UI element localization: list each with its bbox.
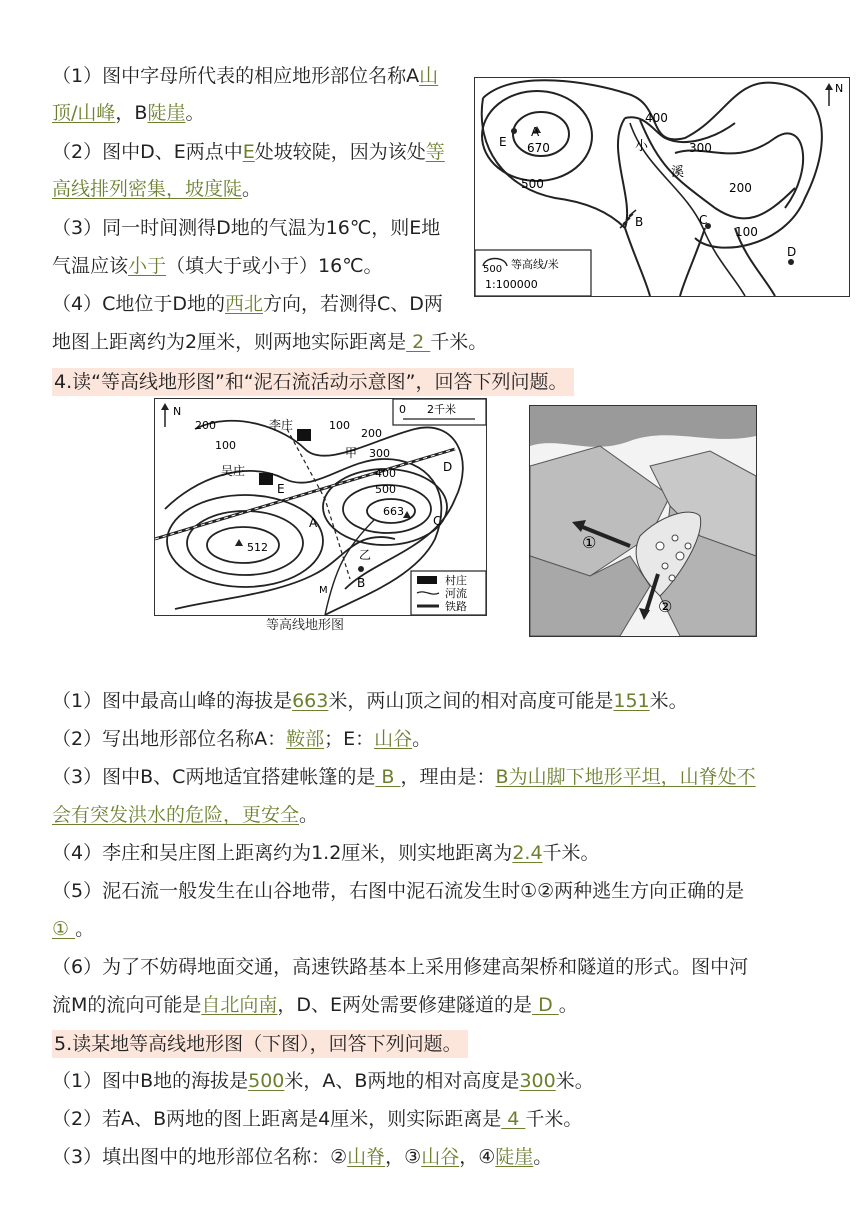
q4-line-3: （3）图中B、C两地适宜搭建帐篷的是 B ，理由是：B为山脚下地形平坦，山脊处不 [52,766,756,788]
answer: 山 [419,65,439,87]
map1-label-C: C [699,213,708,227]
map2-label-400: 400 [375,467,396,480]
village-wuzhuang: 吴庄 [221,464,246,478]
map2-label-D: D [443,460,453,474]
debris-flow-illustration [529,405,757,637]
answer: 会有突发洪水的危险，更安全 [52,804,300,826]
answer: 山谷 [374,728,413,750]
map1-label-xi: 溪 [671,165,685,180]
map1-label-D: D [787,245,797,259]
answer: 2.4 [512,842,543,864]
legend-num: 500 [483,264,503,275]
map1-label-A: A [531,125,540,139]
map2-label-500: 500 [375,483,396,496]
q4-line-1: （1）图中最高山峰的海拔是663米，两山顶之间的相对高度可能是151米。 [52,690,688,712]
q3-line-1: （1）图中字母所代表的相应地形部位名称A山 [52,65,439,87]
map1-label-200: 200 [729,181,752,195]
legend-village: 村庄 [445,574,467,587]
map-scale: 1:100000 [485,278,538,291]
map2-label-200: 200 [195,419,216,432]
answer: 西北 [225,293,264,315]
map2-label-A: A [309,516,318,530]
legend-river: 河流 [445,587,467,600]
map2-label-yi: 乙 [359,548,372,562]
map2-label-C: C [433,514,442,528]
answer: 等 [425,141,445,163]
map1-label-400: 400 [645,111,668,125]
arrow-2-label: ② [658,597,673,616]
q3-line-2: 顶/山峰，B陡崖。 [52,102,205,124]
q3-line-8: 地图上距离约为2厘米，则两地实际距离是 2 千米。 [52,331,488,353]
q4-line-2: （2）写出地形部位名称A：鞍部；E：山谷。 [52,728,432,750]
contour-map-2 [154,398,487,616]
q4-line-5: （4）李庄和吴庄图上距离约为1.2厘米，则实地距离为2.4千米。 [52,842,600,864]
answer: B [375,766,401,788]
answer: D [532,994,559,1016]
north-label: N [835,82,844,95]
map2-label-E: E [277,482,285,496]
map1-label-B: B [635,215,644,229]
north-label: N [173,405,182,418]
scale-zero: 0 [399,403,406,416]
map2-label-M: M [319,585,328,596]
map2-label-100b: 100 [329,419,350,432]
answer: 663 [292,690,329,712]
q4-line-6: （5）泥石流一般发生在山谷地带，右图中泥石流发生时①②两种逃生方向正确的是 [52,880,745,902]
contour-map-1 [474,77,850,297]
answer: 4 [501,1108,526,1130]
map2-label-100: 100 [215,439,236,452]
map1-label-E: E [499,135,507,149]
q5-line-2: （2）若A、B两地的图上距离是4厘米，则实际距离是 4 千米。 [52,1108,583,1130]
q5-line-1: （1）图中B地的海拔是500米，A、B两地的相对高度是300米。 [52,1070,594,1092]
answer: 500 [248,1070,285,1092]
q4-line-9: 流M的流向可能是自北向南，D、E两处需要修建隧道的是 D 。 [52,994,578,1016]
legend-text: 等高线/米 [511,258,559,271]
map1-label-300: 300 [689,141,712,155]
q3-line-3: （2）图中D、E两点中E处坡较陡，因为该处等 [52,141,445,163]
map1-label-100: 100 [735,225,758,239]
answer: 顶/山峰 [52,102,116,124]
village-lizhuang: 李庄 [269,418,294,432]
arrow-1-label: ① [582,533,597,552]
map1-label-500: 500 [521,177,544,191]
answer: 自北向南 [201,994,278,1016]
q4-line-4: 会有突发洪水的危险，更安全。 [52,804,319,826]
answer: 陡崖 [147,102,186,124]
map2-caption: 等高线地形图 [266,618,345,633]
q4-title: 4.读“等高线地形图”和“泥石流活动示意图”，回答下列问题。 [52,368,574,396]
map1-label-xiao: 小 [635,139,649,154]
q5-title: 5.读某地等高线地形图（下图），回答下列问题。 [52,1030,468,1058]
q4-line-7: ① 。 [52,918,95,940]
q3-line-7: （4）C地位于D地的西北方向，若测得C、D两 [52,293,443,315]
answer: 2 [406,331,431,353]
map2-label-B: B [357,576,366,590]
scale-label: 2千米 [427,403,456,416]
answer: 山谷 [421,1146,460,1168]
map2-label-200b: 200 [361,427,382,440]
answer: 151 [613,690,650,712]
q3-line-4: 高线排列密集，坡度陡。 [52,178,262,200]
legend-railway: 铁路 [445,600,467,613]
answer: 小于 [128,255,167,277]
map2-label-jia: 甲 [345,446,358,460]
answer: E [242,141,255,163]
q3-line-6: 气温应该小于（填大于或小于）16℃。 [52,255,383,277]
answer: 陡崖 [495,1146,534,1168]
answer: 山脊 [347,1146,386,1168]
answer: B为山脚下地形平坦，山脊处不 [495,766,756,788]
q3-line-5: （3）同一时间测得D地的气温为16℃，则E地 [52,217,441,239]
map1-label-670: 670 [527,141,550,155]
map2-label-663: 663 [383,505,404,518]
q5-line-3: （3）填出图中的地形部位名称：②山脊，③山谷，④陡崖。 [52,1146,553,1168]
answer: ① [52,918,76,940]
answer: 鞍部 [286,728,325,750]
answer: 300 [519,1070,556,1092]
q4-line-8: （6）为了不妨碍地面交通，高速铁路基本上采用修建高架桥和隧道的形式。图中河 [52,956,749,978]
map2-label-512: 512 [247,541,268,554]
answer: 高线排列密集，坡度陡 [52,178,243,200]
map2-label-300: 300 [369,447,390,460]
